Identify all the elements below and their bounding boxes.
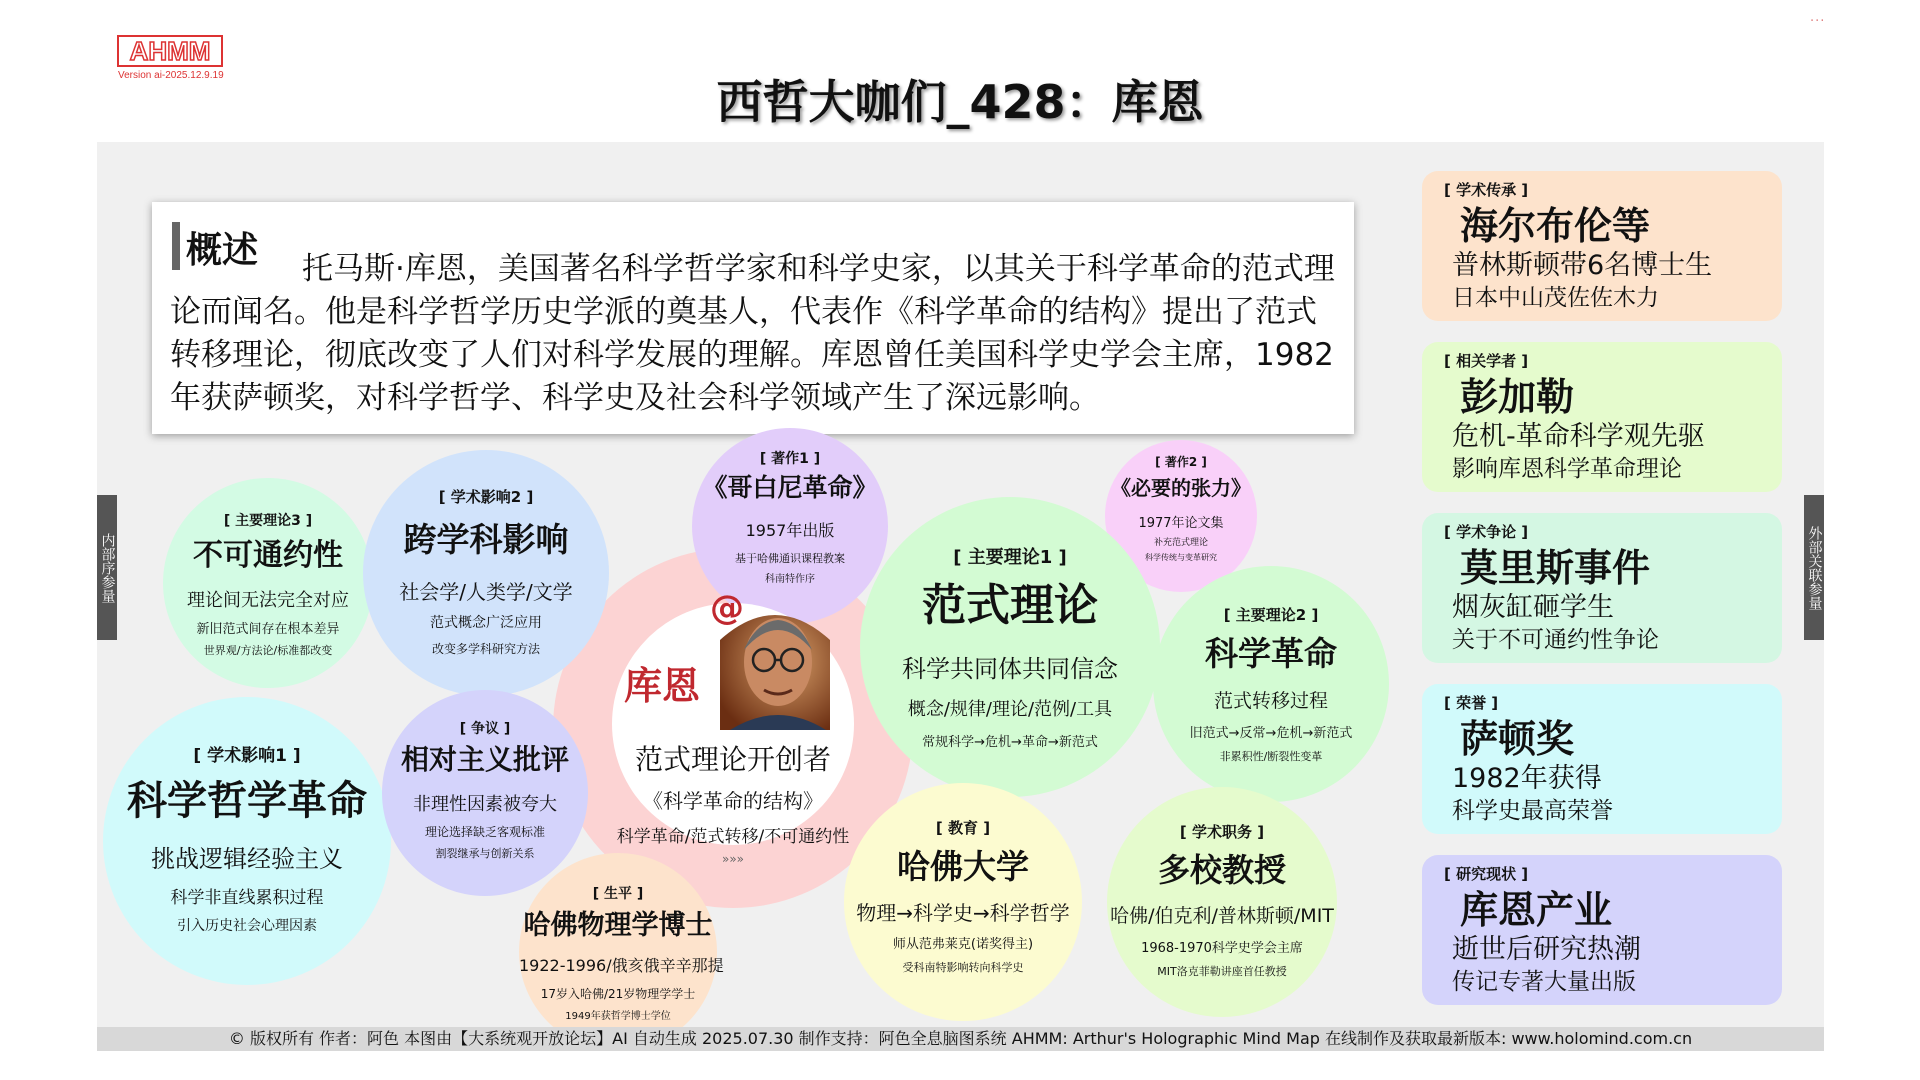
page-title: 西哲大咖们_428：库恩 <box>716 75 1204 129</box>
bubble-line2: 范式概念广泛应用 <box>430 615 542 631</box>
bubble-line3: 世界观/方法论/标准都改变 <box>203 644 333 657</box>
card-honor[interactable] <box>1422 684 1782 834</box>
bubble-line3: 科学传统与变革研究 <box>1145 553 1217 562</box>
bubble-tag: [ 学术影响1 ] <box>193 746 301 766</box>
bubble-line3: 引入历史社会心理因素 <box>177 918 317 934</box>
card-research-status[interactable] <box>1422 855 1782 1005</box>
bubble-tag: [ 著作1 ] <box>759 451 821 467</box>
card-line1: 危机-革命科学观先驱 <box>1452 421 1705 452</box>
card-line1: 普林斯顿带6名博士生 <box>1452 250 1713 281</box>
bubble-title: 哈佛物理学博士 <box>523 910 713 941</box>
card-tag: [ 学术争论 ] <box>1444 523 1529 541</box>
bubble-line2: 新旧范式间存在根本差异 <box>196 622 340 637</box>
bubble-line1: 理论间无法完全对应 <box>187 590 349 611</box>
bubble-line1: 科学共同体共同信念 <box>902 655 1118 683</box>
bubble-life[interactable] <box>519 853 724 1051</box>
card-tag: [ 研究现状 ] <box>1444 865 1529 883</box>
center-title: 范式理论开创者 <box>634 743 831 776</box>
bubble-theory1[interactable] <box>860 497 1160 797</box>
bubble-title: 范式理论 <box>922 580 1098 631</box>
bubble-title: 《必要的张力》 <box>1111 476 1251 500</box>
bubble-tag: [ 学术影响2 ] <box>438 488 534 506</box>
card-related-scholar[interactable] <box>1422 342 1782 492</box>
card-academic-dispute[interactable] <box>1422 513 1782 663</box>
bubble-tag: [ 争议 ] <box>459 721 511 737</box>
bubble-line3: 割裂继承与创新关系 <box>435 847 535 860</box>
card-tag: [ 荣誉 ] <box>1444 694 1499 712</box>
bubble-title: 跨学科影响 <box>403 520 569 559</box>
bubble-line2: 17岁入哈佛/21岁物理学学士 <box>540 987 696 1001</box>
bubble-tag: [ 著作2 ] <box>1155 455 1207 469</box>
tab-internal-params[interactable]: 内部序参量 <box>97 495 117 640</box>
card-line2: 关于不可通约性争论 <box>1452 627 1659 653</box>
bubble-education[interactable] <box>844 783 1082 1021</box>
bubble-tag: [ 主要理论3 ] <box>223 513 313 529</box>
card-tag: [ 相关学者 ] <box>1444 352 1529 370</box>
card-tag: [ 学术传承 ] <box>1444 181 1529 199</box>
bubble-tag: [ 主要理论2 ] <box>1223 606 1319 624</box>
card-line2: 影响库恩科学革命理论 <box>1452 456 1682 482</box>
bubble-line3: 科南特作序 <box>765 574 815 585</box>
overview-heading: 概述 <box>186 230 259 271</box>
bubble-impact1[interactable] <box>103 697 391 985</box>
card-title: 海尔布伦等 <box>1460 204 1651 248</box>
bubble-line2: 旧范式→反常→危机→新范式 <box>1189 726 1353 741</box>
bubble-line1: 非理性因素被夸大 <box>413 794 557 815</box>
bubble-title: 不可通约性 <box>193 538 343 573</box>
bubble-line2: 概念/规律/理论/范例/工具 <box>907 699 1113 720</box>
bubble-line2: 1968-1970科学史学会主席 <box>1141 941 1303 956</box>
bubble-line1: 社会学/人类学/文学 <box>399 580 573 604</box>
card-line1: 逝世后研究热潮 <box>1452 934 1641 965</box>
bubble-line2: 科学非直线累积过程 <box>170 888 324 908</box>
bubble-title: 科学革命 <box>1205 634 1337 673</box>
bubble-line1: 1957年出版 <box>745 521 835 540</box>
bubble-line1: 哈佛/伯克利/普林斯顿/MIT <box>1110 905 1334 927</box>
bubble-impact2[interactable] <box>363 450 609 696</box>
bubble-tag: [ 生平 ] <box>592 886 644 902</box>
footer-copyright: © 版权所有 作者：阿色 本图由【大系统观开放论坛】AI 自动生成 2025.07.30 制作支持：阿色全息脑图系统 AHMM: Arthur's Holographic Mind Map 在线制作及获取最新版本: www.holomind.com.cn <box>97 1027 1824 1051</box>
bubble-line1: 挑战逻辑经验主义 <box>151 845 343 873</box>
version-label: Version ai-2025.12.9.19 <box>118 70 224 81</box>
bubble-title: 《哥白尼革命》 <box>702 473 878 502</box>
bubble-tag: [ 学术职务 ] <box>1179 823 1265 841</box>
bubble-line3: 非累积性/断裂性变革 <box>1219 750 1323 763</box>
bubble-dispute[interactable] <box>382 690 588 896</box>
tab-external-params[interactable]: 外部关联参量 <box>1804 495 1824 640</box>
bubble-theory3[interactable] <box>163 478 373 688</box>
bubble-line1: 1977年论文集 <box>1138 516 1224 531</box>
bubble-title: 哈佛大学 <box>897 847 1029 886</box>
bubble-theory2[interactable] <box>1153 566 1389 802</box>
card-title: 库恩产业 <box>1460 888 1613 932</box>
bubble-tag: [ 教育 ] <box>935 819 991 837</box>
card-line1: 1982年获得 <box>1452 763 1602 794</box>
center-name: 库恩 <box>624 664 701 708</box>
bubble-line3: 1949年获哲学博士学位 <box>565 1011 671 1022</box>
card-line2: 传记专著大量出版 <box>1452 969 1636 995</box>
card-line2: 科学史最高荣誉 <box>1452 798 1613 824</box>
logo-text: AHMM <box>129 36 211 66</box>
overview-text: 托马斯·库恩，美国著名科学哲学家和科学史家，以其关于科学革命的范式理论而闻名。他是科学哲学历史学派的奠基人，代表作《科学革命的结构》提出了范式转移理论，彻底改变了人们对科学发展的理解。库恩曾任美国科学史学会主席，1982年获萨顿奖，对科学哲学、科学史及社会科学领域产生了深远影响。 <box>170 251 1335 416</box>
ahmm-logo <box>117 35 223 67</box>
bubble-line1: 范式转移过程 <box>1213 690 1328 712</box>
bubble-tag: [ 主要理论1 ] <box>953 547 1067 568</box>
bubble-line3: MIT洛克菲勒讲座首任教授 <box>1157 965 1287 978</box>
bubble-title: 科学哲学革命 <box>127 778 367 824</box>
center-more[interactable]: »»» <box>721 852 745 866</box>
more-dots[interactable]: ... <box>1810 10 1826 25</box>
bubble-title: 多校教授 <box>1157 851 1286 889</box>
bubble-post[interactable] <box>1107 787 1337 1017</box>
card-title: 莫里斯事件 <box>1460 546 1651 590</box>
bubble-title: 相对主义批评 <box>400 743 569 776</box>
bubble-line3: 常规科学→危机→革命→新范式 <box>922 735 1098 750</box>
bubble-line2: 理论选择缺乏客观标准 <box>424 825 545 839</box>
bubble-line3: 改变多学科研究方法 <box>431 642 540 656</box>
card-title: 萨顿奖 <box>1460 717 1575 761</box>
bubble-line1: 物理→科学史→科学哲学 <box>856 901 1070 925</box>
bubble-line2: 补充范式理论 <box>1153 538 1208 548</box>
card-line1: 烟灰缸砸学生 <box>1452 592 1614 623</box>
at-icon: @ <box>710 588 744 628</box>
bubble-line3: 受科南特影响转向科学史 <box>902 961 1024 974</box>
card-line2: 日本中山茂佐佐木力 <box>1452 285 1659 311</box>
center-keywords: 科学革命/范式转移/不可通约性 <box>616 827 850 847</box>
bubble-line1: 1922-1996/俄亥俄辛辛那提 <box>519 956 724 975</box>
card-title: 彭加勒 <box>1460 375 1575 419</box>
bubble-line2: 师从范弗莱克(诺奖得主) <box>892 937 1034 952</box>
center-work: 《科学革命的结构》 <box>643 789 823 813</box>
bubble-line2: 基于哈佛通识课程教案 <box>735 552 845 565</box>
card-academic-lineage[interactable] <box>1422 171 1782 321</box>
